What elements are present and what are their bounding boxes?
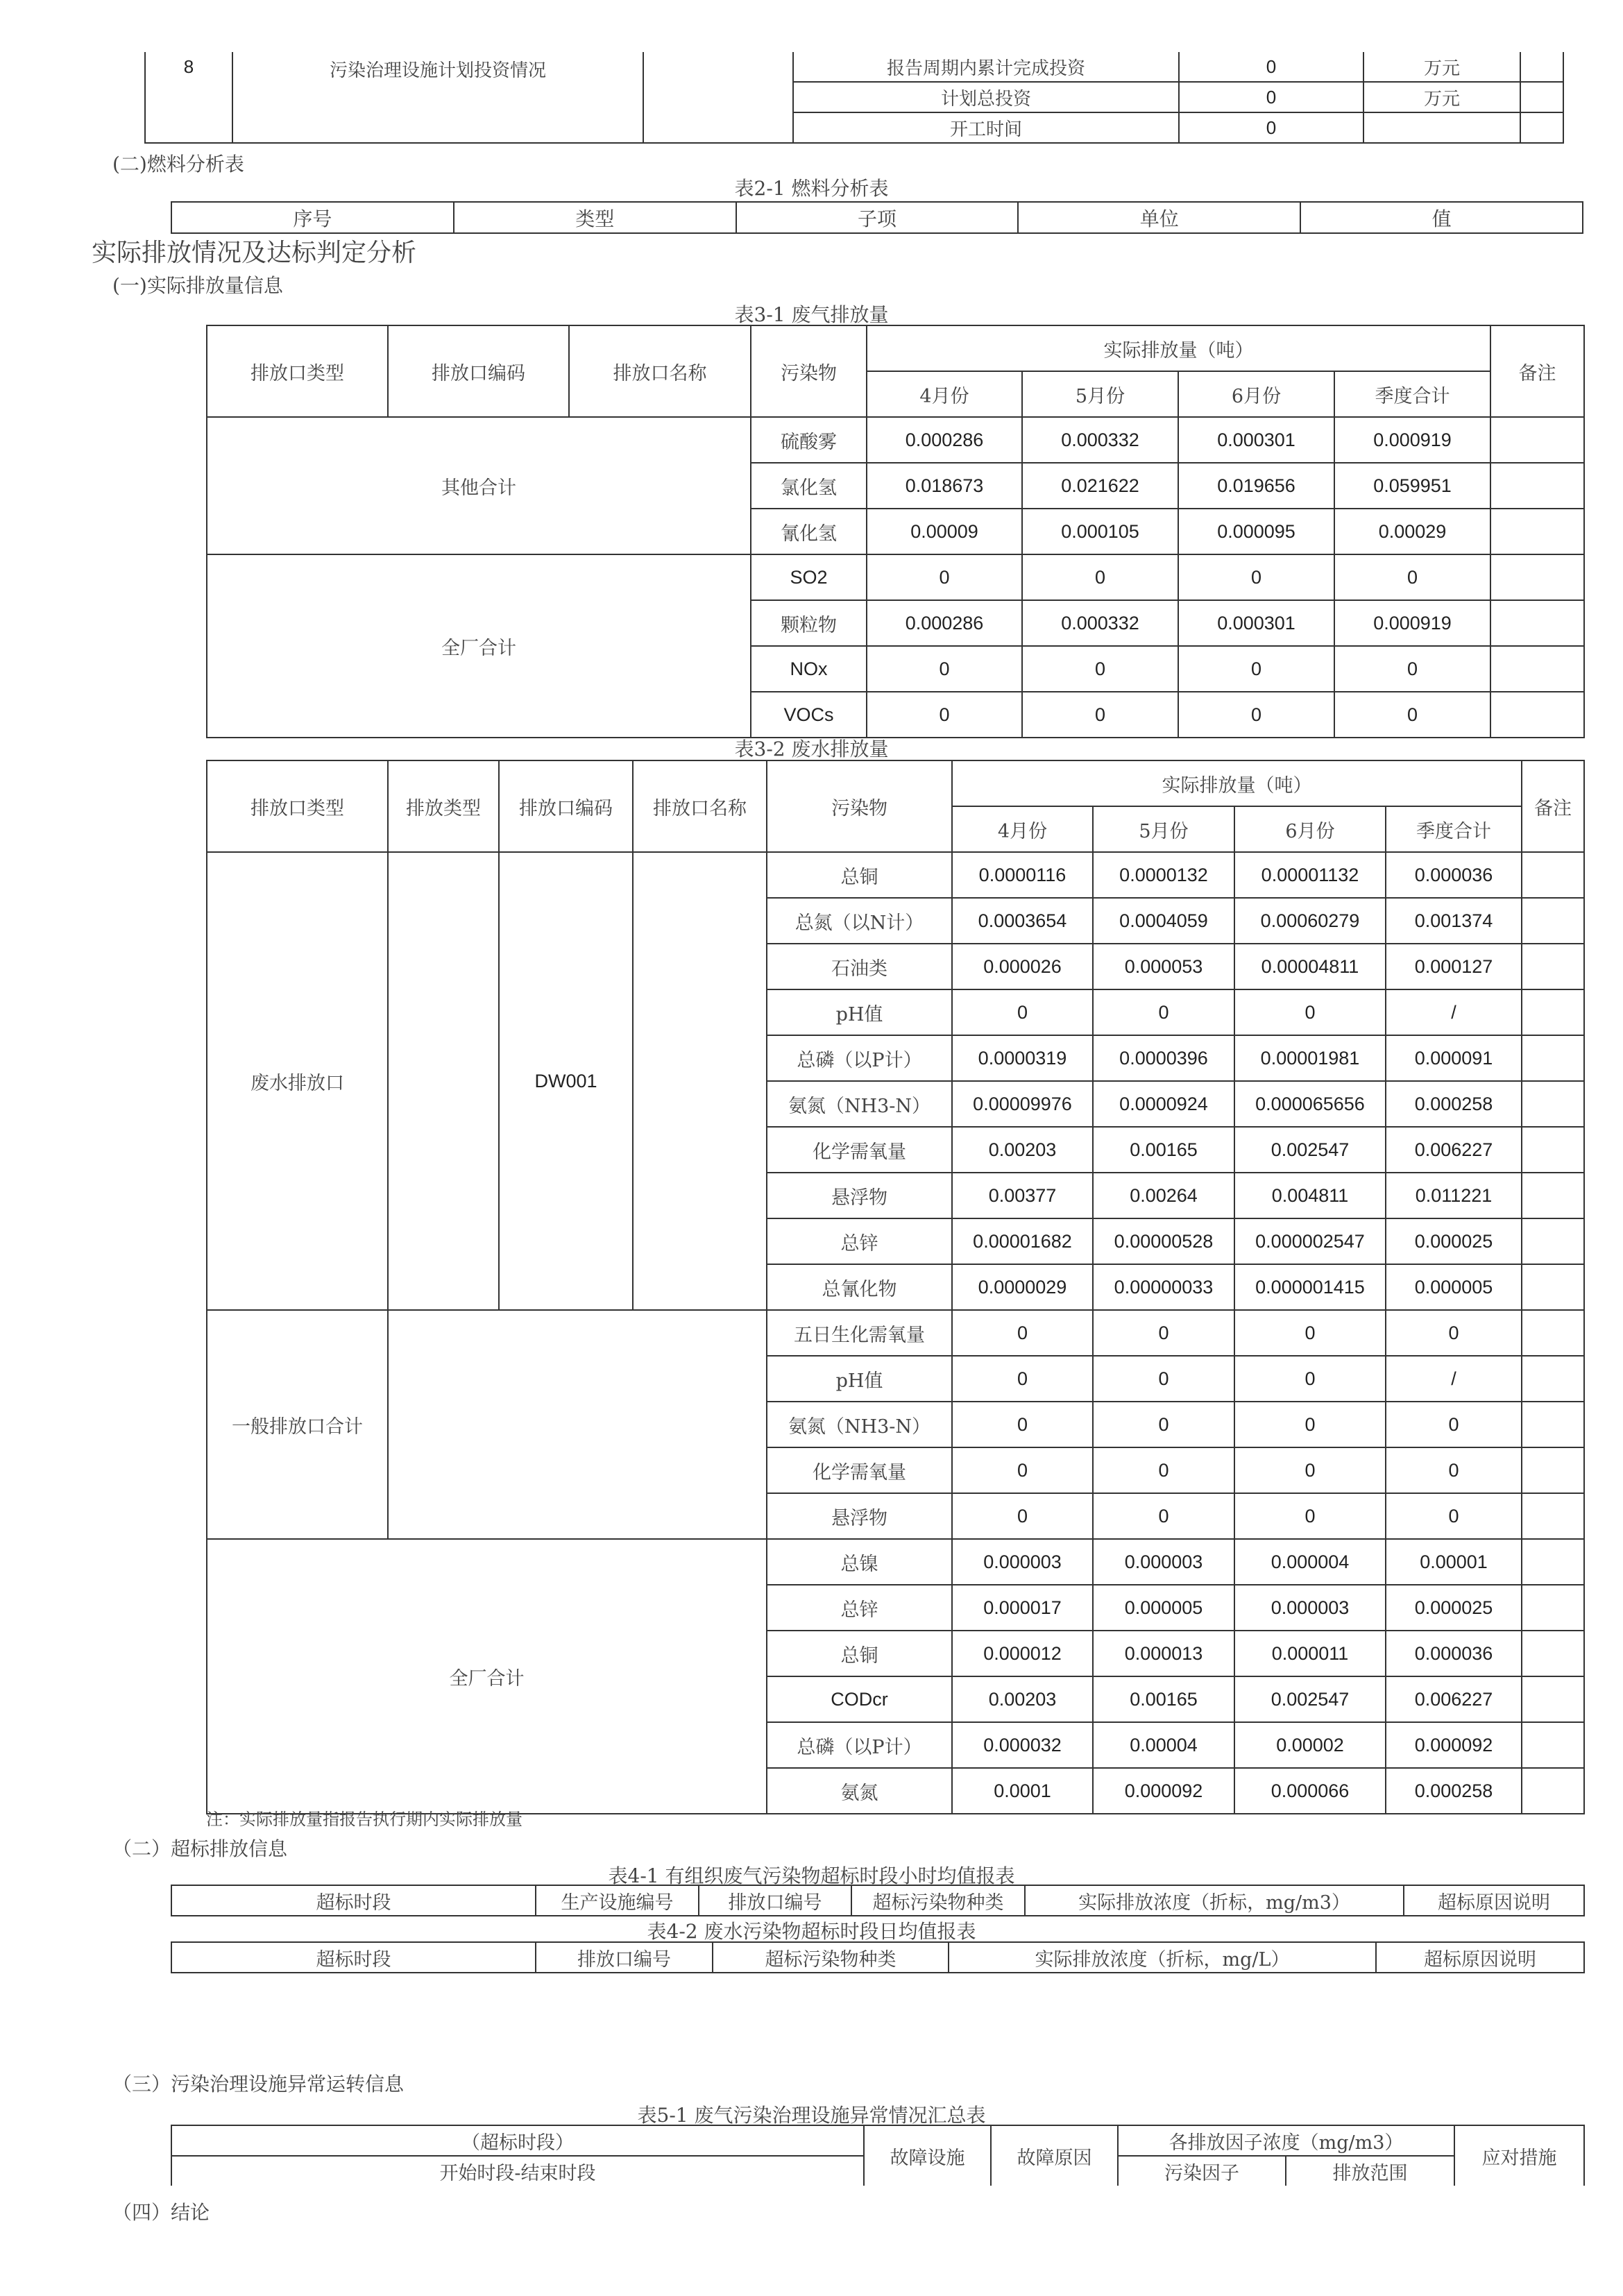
water-pollutant: 五日生化需氧量	[767, 1310, 952, 1356]
gas-value: 0	[1022, 692, 1178, 738]
water-value: 0.0001	[952, 1768, 1093, 1814]
water-h-month: 5月份	[1093, 806, 1234, 852]
abnormal-h-start-end: 开始时段-结束时段	[171, 2156, 864, 2186]
water-value: 0.000036	[1386, 1631, 1522, 1676]
gas-value: 0	[1022, 554, 1178, 600]
water-value: 0.0000116	[952, 852, 1093, 898]
water-value: 0	[952, 1493, 1093, 1539]
water-value: 0.000003	[1234, 1585, 1386, 1631]
water-value: 0.00001	[1386, 1539, 1522, 1585]
water-value: 0.00060279	[1234, 898, 1386, 944]
actual-emission-subtitle: (一)实际排放量信息	[112, 274, 283, 297]
water-value: 0	[1386, 1447, 1522, 1493]
water-value: 0.006227	[1386, 1127, 1522, 1173]
water-remark	[1522, 1081, 1584, 1127]
gas-value: 0	[867, 692, 1022, 738]
fuel-header: 值	[1300, 202, 1583, 233]
gas-value: 0.000286	[867, 600, 1022, 646]
water-g3-label: 全厂合计	[207, 1539, 767, 1814]
gas-h-month: 6月份	[1178, 371, 1334, 417]
gas-h-month: 4月份	[867, 371, 1022, 417]
gas-value: 0.000286	[867, 417, 1022, 463]
water-note: 注：实际排放量指报告执行期内实际排放量	[206, 1810, 522, 1829]
water-value: 0.000053	[1093, 944, 1234, 989]
water-pollutant: 总铜	[767, 1631, 952, 1676]
water-value: 0.00009976	[952, 1081, 1093, 1127]
over-water-header: 超标时段	[171, 1942, 536, 1973]
water-value: 0.000017	[952, 1585, 1093, 1631]
water-value: 0.000012	[952, 1631, 1093, 1676]
gas-value: 0.059951	[1334, 463, 1490, 509]
water-pollutant: 氨氮（NH3-N）	[767, 1081, 952, 1127]
water-pollutant: 总氮（以N计）	[767, 898, 952, 944]
water-value: 0.00203	[952, 1127, 1093, 1173]
water-value: 0.0003654	[952, 898, 1093, 944]
investment-remark	[1520, 112, 1563, 143]
water-value: 0.000258	[1386, 1768, 1522, 1814]
water-value: 0	[952, 1356, 1093, 1402]
water-pollutant: 悬浮物	[767, 1493, 952, 1539]
over-water-caption: 表4-2 废水污染物超标时段日均值报表	[647, 1920, 976, 1943]
gas-pollutant: SO2	[751, 554, 867, 600]
water-remark	[1522, 1310, 1584, 1356]
water-value: 0	[952, 1447, 1093, 1493]
water-value: 0.000092	[1093, 1768, 1234, 1814]
gas-value: 0	[1178, 554, 1334, 600]
water-pollutant: 石油类	[767, 944, 952, 989]
water-g1-discharge-type	[388, 852, 499, 1310]
investment-unit: 万元	[1363, 52, 1520, 82]
investment-remark	[1520, 82, 1563, 112]
water-value: 0.000025	[1386, 1585, 1522, 1631]
water-h-discharge-type: 排放类型	[388, 760, 499, 852]
water-h-outlet-code: 排放口编码	[499, 760, 633, 852]
gas-h-remark: 备注	[1490, 325, 1584, 417]
water-h-outlet-type: 排放口类型	[207, 760, 388, 852]
water-value: 0	[1234, 1356, 1386, 1402]
fuel-header: 类型	[454, 202, 736, 233]
water-value: 0.000127	[1386, 944, 1522, 989]
water-value: 0	[1386, 1402, 1522, 1447]
gas-h-outlet-code: 排放口编码	[388, 325, 569, 417]
water-pollutant: 化学需氧量	[767, 1447, 952, 1493]
water-pollutant: 总镍	[767, 1539, 952, 1585]
abnormal-h-range: 排放范围	[1286, 2156, 1454, 2186]
water-remark	[1522, 1631, 1584, 1676]
fuel-table	[171, 201, 1583, 234]
over-gas-header: 超标时段	[171, 1885, 536, 1916]
fuel-section-title: (二)燃料分析表	[112, 153, 244, 176]
water-value: 0	[1093, 989, 1234, 1035]
investment-label: 计划总投资	[793, 82, 1179, 112]
over-water-header: 超标原因说明	[1376, 1942, 1584, 1973]
gas-pollutant: 氯化氢	[751, 463, 867, 509]
gas-value: 0.000332	[1022, 417, 1178, 463]
water-value: 0	[952, 1310, 1093, 1356]
over-water-header: 排放口编号	[536, 1942, 713, 1973]
water-pollutant: CODcr	[767, 1676, 952, 1722]
fuel-caption: 表2-1 燃料分析表	[734, 177, 889, 200]
water-value: 0.000066	[1234, 1768, 1386, 1814]
water-value: 0	[1093, 1447, 1234, 1493]
water-g2-blank	[388, 1310, 767, 1539]
table-row	[207, 852, 1584, 898]
table-row	[207, 1310, 1584, 1356]
water-g1-label: 废水排放口	[207, 852, 388, 1310]
table-row	[207, 554, 1584, 600]
water-pollutant: 总锌	[767, 1218, 952, 1264]
water-value: 0.000001415	[1234, 1264, 1386, 1310]
water-remark	[1522, 1722, 1584, 1768]
table-row	[207, 417, 1584, 463]
gas-remark	[1490, 463, 1584, 509]
water-pollutant: 总氰化物	[767, 1264, 952, 1310]
investment-blank	[643, 52, 793, 143]
water-remark	[1522, 1173, 1584, 1218]
water-pollutant: pH值	[767, 989, 952, 1035]
investment-value: 0	[1179, 52, 1363, 82]
investment-label: 报告周期内累计完成投资	[793, 52, 1179, 82]
water-remark	[1522, 1402, 1584, 1447]
fuel-header: 单位	[1018, 202, 1300, 233]
gas-h-outlet-name: 排放口名称	[569, 325, 751, 417]
water-value: 0.00264	[1093, 1173, 1234, 1218]
water-value: 0	[1234, 1493, 1386, 1539]
water-remark	[1522, 1539, 1584, 1585]
water-value: 0	[1234, 1402, 1386, 1447]
over-gas-caption: 表4-1 有组织废气污染物超标时段小时均值报表	[608, 1864, 1015, 1887]
water-value: 0.000013	[1093, 1631, 1234, 1676]
abnormal-caption: 表5-1 废气污染治理设施异常情况汇总表	[637, 2104, 986, 2127]
fuel-header: 序号	[171, 202, 454, 233]
gas-value: 0.000919	[1334, 417, 1490, 463]
water-value: 0	[1093, 1310, 1234, 1356]
main-title: 实际排放情况及达标判定分析	[92, 239, 417, 267]
gas-remark	[1490, 600, 1584, 646]
over-gas-header: 超标原因说明	[1404, 1885, 1584, 1916]
water-value: 0.000258	[1386, 1081, 1522, 1127]
investment-value: 0	[1179, 112, 1363, 143]
water-pollutant: 总铜	[767, 852, 952, 898]
investment-unit	[1363, 112, 1520, 143]
water-value: 0.00000528	[1093, 1218, 1234, 1264]
gas-value: 0.000301	[1178, 417, 1334, 463]
water-value: 0.0000924	[1093, 1081, 1234, 1127]
water-value: 0.000005	[1386, 1264, 1522, 1310]
gas-value: 0	[1334, 692, 1490, 738]
investment-item: 污染治理设施计划投资情况	[232, 52, 643, 143]
water-value: 0.000036	[1386, 852, 1522, 898]
abnormal-h-measure: 应对措施	[1454, 2125, 1584, 2186]
gas-pollutant: 氰化氢	[751, 509, 867, 554]
water-value: 0.00165	[1093, 1676, 1234, 1722]
water-value: 0.00203	[952, 1676, 1093, 1722]
water-value: 0	[1386, 1493, 1522, 1539]
water-remark	[1522, 1676, 1584, 1722]
water-value: 0	[1234, 1310, 1386, 1356]
gas-value: 0.000105	[1022, 509, 1178, 554]
water-value: 0	[1386, 1310, 1522, 1356]
water-remark	[1522, 1768, 1584, 1814]
water-remark	[1522, 1127, 1584, 1173]
gas-pollutant: NOx	[751, 646, 867, 692]
over-gas-header: 生产设施编号	[536, 1885, 699, 1916]
water-value: 0	[1234, 989, 1386, 1035]
water-h-quarter: 季度合计	[1386, 806, 1522, 852]
gas-remark	[1490, 692, 1584, 738]
water-remark	[1522, 1218, 1584, 1264]
water-value: 0.000091	[1386, 1035, 1522, 1081]
gas-pollutant: 硫酸雾	[751, 417, 867, 463]
water-g2-label: 一般排放口合计	[207, 1310, 388, 1539]
water-remark	[1522, 852, 1584, 898]
water-remark	[1522, 1585, 1584, 1631]
water-value: 0.000002547	[1234, 1218, 1386, 1264]
water-pollutant: 化学需氧量	[767, 1127, 952, 1173]
gas-value: 0.000301	[1178, 600, 1334, 646]
water-value: 0.000004	[1234, 1539, 1386, 1585]
water-value: 0.00001132	[1234, 852, 1386, 898]
water-pollutant: 氨氮（NH3-N）	[767, 1402, 952, 1447]
investment-table	[144, 52, 1564, 144]
over-gas-header: 排放口编号	[699, 1885, 851, 1916]
water-value: 0.00004811	[1234, 944, 1386, 989]
table-row	[207, 1539, 1584, 1585]
water-value: 0.000003	[1093, 1539, 1234, 1585]
water-pollutant: 氨氮	[767, 1768, 952, 1814]
water-value: 0.011221	[1386, 1173, 1522, 1218]
water-value: 0	[1093, 1356, 1234, 1402]
gas-h-quarter: 季度合计	[1334, 371, 1490, 417]
water-value: 0	[1093, 1402, 1234, 1447]
gas-value: 0	[1178, 692, 1334, 738]
gas-group-label: 全厂合计	[207, 554, 751, 738]
water-remark	[1522, 1356, 1584, 1402]
water-value: 0.004811	[1234, 1173, 1386, 1218]
water-value: 0.000011	[1234, 1631, 1386, 1676]
gas-value: 0	[867, 554, 1022, 600]
gas-value: 0	[1178, 646, 1334, 692]
gas-remark	[1490, 646, 1584, 692]
water-pollutant: 总磷（以P计）	[767, 1722, 952, 1768]
water-value: 0	[952, 989, 1093, 1035]
water-pollutant: pH值	[767, 1356, 952, 1402]
water-value: 0.00001682	[952, 1218, 1093, 1264]
conclusion-subtitle: （四）结论	[112, 2201, 210, 2224]
water-value: 0.000005	[1093, 1585, 1234, 1631]
water-value: 0.00001981	[1234, 1035, 1386, 1081]
water-value: 0.0000396	[1093, 1035, 1234, 1081]
gas-value: 0.00009	[867, 509, 1022, 554]
over-limit-subtitle: （二）超标排放信息	[112, 1837, 288, 1860]
gas-remark	[1490, 554, 1584, 600]
water-remark	[1522, 1035, 1584, 1081]
water-value: 0	[1093, 1493, 1234, 1539]
water-h-outlet-name: 排放口名称	[633, 760, 767, 852]
gas-pollutant: VOCs	[751, 692, 867, 738]
water-value: 0.0000319	[952, 1035, 1093, 1081]
water-value: 0.001374	[1386, 898, 1522, 944]
water-h-actual: 实际排放量（吨）	[952, 760, 1522, 806]
water-h-remark: 备注	[1522, 760, 1584, 852]
abnormal-h-conc: 各排放因子浓度（mg/m3）	[1118, 2125, 1454, 2156]
gas-h-outlet-type: 排放口类型	[207, 325, 388, 417]
gas-remark	[1490, 509, 1584, 554]
gas-h-pollutant: 污染物	[751, 325, 867, 417]
water-g1-code: DW001	[499, 852, 633, 1310]
water-value: /	[1386, 989, 1522, 1035]
gas-value: 0.000332	[1022, 600, 1178, 646]
gas-value: 0.00029	[1334, 509, 1490, 554]
water-value: 0.0000029	[952, 1264, 1093, 1310]
water-value: 0.000003	[952, 1539, 1093, 1585]
water-remark	[1522, 1493, 1584, 1539]
water-h-pollutant: 污染物	[767, 760, 952, 852]
water-h-month: 4月份	[952, 806, 1093, 852]
gas-caption: 表3-1 废气排放量	[734, 303, 889, 326]
abnormal-h-period: （超标时段）	[171, 2125, 864, 2156]
gas-value: 0	[1022, 646, 1178, 692]
investment-remark	[1520, 52, 1563, 82]
over-gas-header: 超标污染物种类	[851, 1885, 1025, 1916]
water-remark	[1522, 1264, 1584, 1310]
water-value: 0.00002	[1234, 1722, 1386, 1768]
water-value: /	[1386, 1356, 1522, 1402]
over-water-header: 实际排放浓度（折标，mg/L）	[949, 1942, 1376, 1973]
abnormal-h-fault-facility: 故障设施	[864, 2125, 991, 2186]
gas-value: 0.000095	[1178, 509, 1334, 554]
gas-value: 0	[1334, 554, 1490, 600]
water-value: 0.006227	[1386, 1676, 1522, 1722]
water-value: 0.0000132	[1093, 852, 1234, 898]
water-value: 0	[1234, 1447, 1386, 1493]
over-gas-table	[171, 1885, 1585, 1916]
water-value: 0.002547	[1234, 1127, 1386, 1173]
water-remark	[1522, 1447, 1584, 1493]
over-water-table	[171, 1941, 1585, 1973]
gas-h-actual: 实际排放量（吨）	[867, 325, 1490, 371]
water-value: 0.00000033	[1093, 1264, 1234, 1310]
gas-value: 0	[1334, 646, 1490, 692]
investment-unit: 万元	[1363, 82, 1520, 112]
gas-value: 0.000919	[1334, 600, 1490, 646]
abnormal-table	[171, 2125, 1585, 2186]
water-pollutant: 悬浮物	[767, 1173, 952, 1218]
water-pollutant: 总锌	[767, 1585, 952, 1631]
water-value: 0.002547	[1234, 1676, 1386, 1722]
water-remark	[1522, 944, 1584, 989]
investment-no: 8	[145, 52, 232, 143]
over-water-header: 超标污染物种类	[713, 1942, 949, 1973]
investment-label: 开工时间	[793, 112, 1179, 143]
water-value: 0.000065656	[1234, 1081, 1386, 1127]
water-value: 0.000092	[1386, 1722, 1522, 1768]
water-value: 0.000025	[1386, 1218, 1522, 1264]
abnormal-h-factor: 污染因子	[1118, 2156, 1286, 2186]
water-g1-name	[633, 852, 767, 1310]
water-value: 0.00165	[1093, 1127, 1234, 1173]
gas-remark	[1490, 417, 1584, 463]
gas-table	[206, 325, 1585, 738]
over-gas-header: 实际排放浓度（折标，mg/m3）	[1025, 1885, 1404, 1916]
abnormal-h-fault-reason: 故障原因	[991, 2125, 1118, 2186]
water-remark	[1522, 989, 1584, 1035]
gas-value: 0.021622	[1022, 463, 1178, 509]
water-pollutant: 总磷（以P计）	[767, 1035, 952, 1081]
water-value: 0.000026	[952, 944, 1093, 989]
abnormal-subtitle: （三）污染治理设施异常运转信息	[112, 2073, 405, 2095]
water-value: 0.00004	[1093, 1722, 1234, 1768]
water-value: 0.00377	[952, 1173, 1093, 1218]
gas-value: 0.019656	[1178, 463, 1334, 509]
gas-h-month: 5月份	[1022, 371, 1178, 417]
gas-value: 0.018673	[867, 463, 1022, 509]
water-h-month: 6月份	[1234, 806, 1386, 852]
water-value: 0	[952, 1402, 1093, 1447]
gas-group-label: 其他合计	[207, 417, 751, 554]
water-value: 0.0004059	[1093, 898, 1234, 944]
water-table	[206, 760, 1585, 1814]
investment-value: 0	[1179, 82, 1363, 112]
water-value: 0.000032	[952, 1722, 1093, 1768]
fuel-header: 子项	[736, 202, 1019, 233]
water-caption: 表3-2 废水排放量	[734, 738, 889, 760]
gas-pollutant: 颗粒物	[751, 600, 867, 646]
water-remark	[1522, 898, 1584, 944]
gas-value: 0	[867, 646, 1022, 692]
